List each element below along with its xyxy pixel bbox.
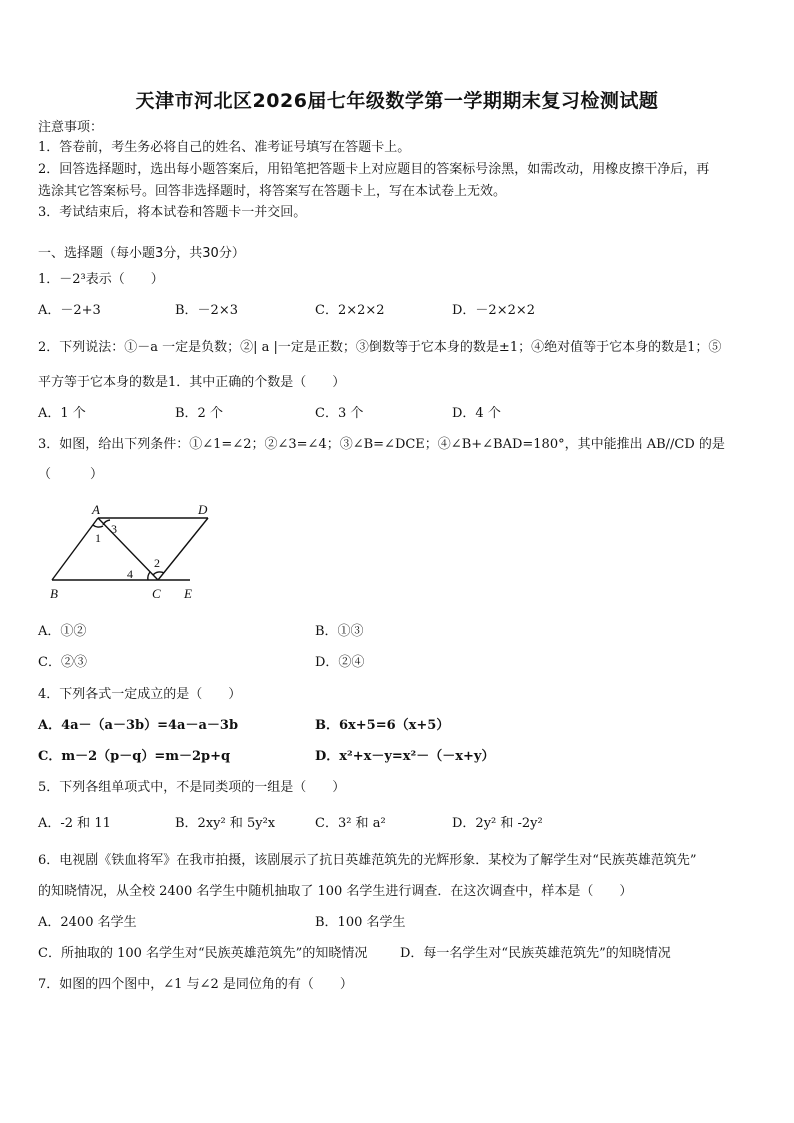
label-angle-2: 2 [154,556,160,570]
q2-option-d: D．4 个 [452,406,501,421]
q3-option-c: C．②③ [38,655,87,670]
q1-option-c: C．2×2×2 [315,303,385,318]
q6-option-d: D．每一名学生对“民族英雄范筑先”的知晓情况 [400,946,671,961]
question-2-line2: 平方等于它本身的数是1．其中正确的个数是（ ） [38,375,346,390]
q3-option-a: A．①② [38,624,87,639]
label-b: B [50,586,58,601]
q1-option-d: D．－2×2×2 [452,303,536,318]
question-7-stem: 7．如图的四个图中，∠1 与∠2 是同位角的有（ ） [38,977,353,992]
q6-option-a: A．2400 名学生 [38,915,137,930]
label-angle-1: 1 [95,531,101,545]
section-heading: 一、选择题（每小题3分，共30分） [38,246,245,261]
q5-option-c: C．3² 和 a² [315,816,386,831]
q2-option-a: A．1 个 [38,406,86,421]
angle-1-arc [93,525,103,527]
notice-item: 选涂其它答案标号。回答非选择题时，将答案写在答题卡上，写在本试卷上无效。 [38,184,507,199]
q6-option-b: B．100 名学生 [315,915,406,930]
question-4-stem: 4．下列各式一定成立的是（ ） [38,687,242,702]
question-6-line1: 6．电视剧《铁血将军》在我市拍摄，该剧展示了抗日英雄范筑先的光辉形象．某校为了解学生对“民族英雄范筑先” [38,853,697,868]
q4-option-c: C．m－2（p－q）=m－2p+q [38,749,231,764]
label-d: D [198,502,208,517]
question-2-line1: 2．下列说法：①－a 一定是负数；②| a |一定是正数；③倒数等于它本身的数是±1；④绝对值等于它本身的数是1；⑤ [38,340,722,355]
q6-option-c: C．所抽取的 100 名学生对“民族英雄范筑先”的知晓情况 [38,946,368,961]
label-angle-3: 3 [111,522,117,536]
q5-option-d: D．2y² 和 -2y² [452,816,543,831]
q4-option-d: D．x²+x－y=x²－（－x+y） [315,749,495,764]
line-ab [52,518,98,580]
notice-item: 1．答卷前，考生务必将自己的姓名、准考证号填写在答题卡上。 [38,140,411,155]
notice-item: 3．考试结束后，将本试卷和答题卡一并交回。 [38,205,307,220]
q4-option-a: A．4a－（a－3b）=4a－a－3b [38,718,239,733]
line-cd [158,518,208,580]
notice-item: 2．回答选择题时，选出每小题答案后，用铅笔把答题卡上对应题目的答案标号涂黑，如需改动，用橡皮擦干净后，再 [38,162,710,177]
q1-option-a: A．－2+3 [38,303,101,318]
page-title: 天津市河北区2026届七年级数学第一学期期末复习检测试题 [135,90,659,112]
q4-option-b: B．6x+5=6（x+5） [315,718,450,733]
question-3-line2: （ ） [38,467,104,482]
q5-option-b: B．2xy² 和 5y²x [175,816,276,831]
label-c: C [152,586,161,601]
angle-3-arc [103,520,110,525]
q2-option-c: C．3 个 [315,406,364,421]
q3-option-d: D．②④ [315,655,365,670]
label-e: E [184,586,192,601]
question-5-stem: 5．下列各组单项式中，不是同类项的一组是（ ） [38,780,346,795]
question-3-line1: 3．如图，给出下列条件：①∠1=∠2；②∠3=∠4；③∠B=∠DCE；④∠B+∠BAD=180°，其中能推出 AB//CD 的是 [38,437,725,452]
question-6-line2: 的知晓情况，从全校 2400 名学生中随机抽取了 100 名学生进行调查．在这次调查中，样本是（ ） [38,884,633,899]
q2-option-b: B．2 个 [175,406,223,421]
q3-option-b: B．①③ [315,624,364,639]
q5-option-a: A．-2 和 11 [38,816,111,831]
q1-option-b: B．－2×3 [175,303,238,318]
label-a: A [92,502,100,517]
label-angle-4: 4 [127,567,133,581]
angle-4-arc [148,572,150,580]
parallelogram-figure [40,498,220,604]
question-1-stem: 1．－2³表示（ ） [38,272,164,287]
notice-heading: 注意事项： [38,120,104,135]
